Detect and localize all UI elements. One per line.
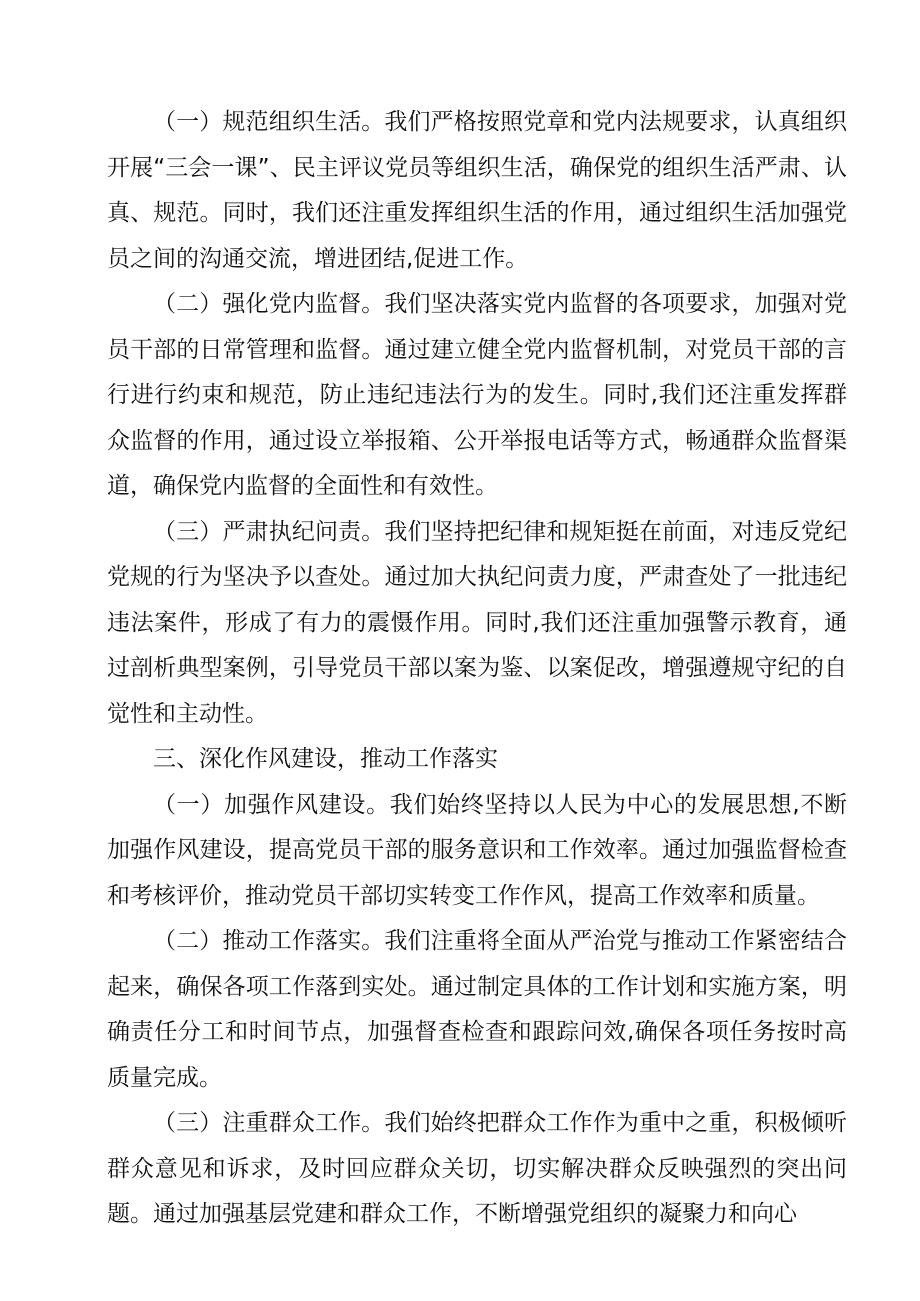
para-mass-work: （三）注重群众工作。我们始终把群众工作作为重中之重，积极倾听群众意见和诉求，及时回应群众关切，切实解决群众反映强烈的突出问题。通过加强基层党建和群众工作，不断增强党组织的凝聚力和向心 bbox=[107, 1110, 847, 1227]
para-regulate-org-life: （一）规范组织生活。我们严格按照党章和党内法规要求，认真组织开展“三会一课”、民主评议党员等组织生活，确保党的组织生活严肃、认真、规范。同时，我们还注重发挥组织生活的作用，通过组织生活加强党员之间的沟通交流，增进团结,促进工作。 bbox=[107, 109, 847, 272]
section-heading-three: 三、深化作风建设，推动工作落实 bbox=[153, 746, 498, 772]
para-intra-party-supervision: （二）强化党内监督。我们坚决落实党内监督的各项要求，加强对党员干部的日常管理和监督。通过建立健全党内监督机制，对党员干部的言行进行约束和规范，防止违纪违法行为的发生。同时,我们还注重发挥群众监督的作用，通过设立举报箱、公开举报电话等方式，畅通群众监督渠道，确保党内监督的全面性和有效性。 bbox=[107, 291, 847, 499]
document-page bbox=[107, 100, 847, 1238]
para-discipline-accountability: （三）严肃执纪问责。我们坚持把纪律和规矩挺在前面，对违反党纪党规的行为坚决予以查处。通过加大执纪问责力度，严肃查处了一批违纪违法案件，形成了有力的震慑作用。同时,我们还注重加强警示教育，通过剖析典型案例，引导党员干部以案为鉴、以案促改，增强遵规守纪的自觉性和主动性。 bbox=[107, 518, 847, 727]
para-strengthen-work-style: （一）加强作风建设。我们始终坚持以人民为中心的发展思想,不断加强作风建设，提高党员干部的服务意识和工作效率。通过加强监督检查和考核评价，推动党员干部切实转变工作作风，提高工作效率和质量。 bbox=[107, 791, 847, 909]
para-implement-work: （二）推动工作落实。我们注重将全面从严治党与推动工作紧密结合起来，确保各项工作落到实处。通过制定具体的工作计划和实施方案，明确责任分工和时间节点，加强督查检查和跟踪问效,确保各项任务按时高质量完成。 bbox=[107, 928, 847, 1091]
